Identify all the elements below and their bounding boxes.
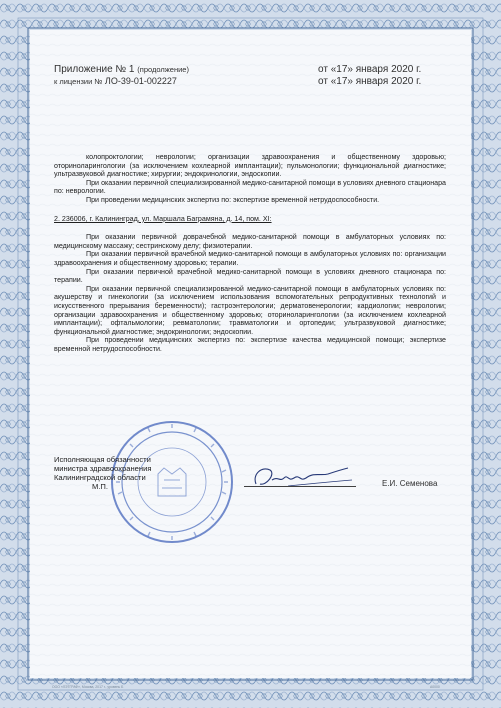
paragraph-1: колопроктологии; неврологии; организации здравоохранения и общественному здоровью; оториноларингологии (за исключением кохлеарной имплантации); пульмонологии; функциональной диагностике; ультразвуковой диагностике; хирургии; эндокринологии, эндоскопии. bbox=[54, 153, 446, 179]
signatory-role-1: Исполняющая обязанности bbox=[54, 455, 151, 464]
signature-line bbox=[244, 486, 356, 487]
signatory-block bbox=[54, 455, 204, 491]
handwritten-signature bbox=[248, 456, 358, 496]
form-serial: A0000 bbox=[430, 685, 440, 689]
body-text bbox=[54, 153, 446, 353]
license-line bbox=[54, 76, 177, 87]
paragraph-5: При оказании первичной врачебной медико-санитарной помощи в амбулаторных условиях по: организации здравоохранения и общественному здоровью; терапии. bbox=[54, 250, 446, 267]
paragraph-4: При оказании первичной доврачебной медико-санитарной помощи в амбулаторных условиях по: медицинскому массажу; сестринскому делу; физиотерапии. bbox=[54, 233, 446, 250]
paragraph-8: При проведении медицинских экспертиз по: экспертизе качества медицинской помощи; экспертизе временной нетрудоспособности. bbox=[54, 336, 446, 353]
signatory-role-3: Калининградской области bbox=[54, 473, 146, 482]
date-line-2: от «17» января 2020 г. bbox=[318, 76, 422, 87]
signatory-name: Е.И. Семенова bbox=[382, 479, 438, 488]
mp-label: М.П. bbox=[92, 482, 109, 491]
license-number: ЛО-39-01-002227 bbox=[104, 76, 177, 86]
address-line: 2. 236006, г. Калининград, ул. Маршала Баграмяна, д. 14, пом. XI: bbox=[54, 214, 272, 223]
printer-imprint: ООО «ЛЭТГРАФ», Москва, 2017 г., уровень Б bbox=[52, 685, 124, 689]
signatory-role-2: министра здравоохранения bbox=[54, 464, 152, 473]
paragraph-6: При оказании первичной врачебной медико-санитарной помощи в условиях дневного стационара по: терапии. bbox=[54, 267, 446, 285]
paragraph-3: При проведении медицинских экспертиз по: экспертизе временной нетрудоспособности. bbox=[86, 195, 380, 204]
appendix-note: (продолжение) bbox=[137, 65, 189, 74]
appendix-title: Приложение № 1 bbox=[54, 64, 135, 75]
license-label: к лицензии № bbox=[54, 77, 103, 86]
paragraph-7: При оказании первичной специализированной медико-санитарной помощи в амбулаторных условиях по: акушерству и гинекологии (за исключением использования вспомогательных репродуктивных технологий и искусственного прерывания беременности); гастроэнтерологии; дерматовенерологии; кардиологии; неврологии; организации здравоохранения и общественному здоровью; оториноларингологии (за исключением кохлеарной имплантации); офтальмологии; ревматологии; травматологии и ортопедии; ультразвуковой диагностике; функциональной диагностике; эндокринологии; эндоскопии. bbox=[54, 284, 446, 336]
paragraph-2: При оказании первичной специализированной медико-санитарной помощи в условиях дневного стационара по: неврологии. bbox=[54, 178, 446, 196]
appendix-title-line bbox=[54, 64, 189, 75]
date-line-1: от «17» января 2020 г. bbox=[318, 64, 422, 75]
